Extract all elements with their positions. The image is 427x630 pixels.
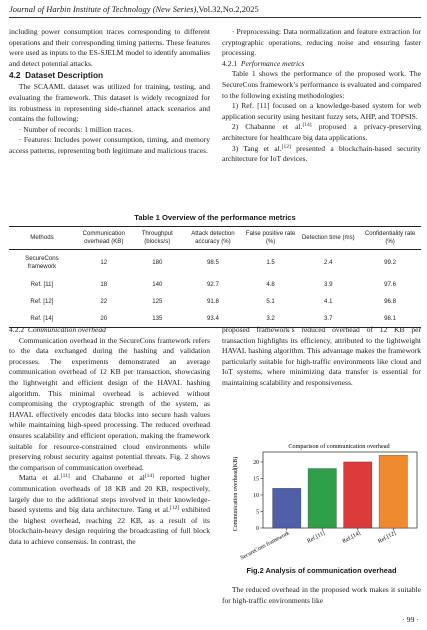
table-cell: 1.5 [266,259,275,266]
subsection-number: 4.2.2 [9,325,25,334]
bullet-item: · Number of records: 1 million traces. [18,124,134,134]
list-text: proposed a privacy-preserving architecture for healthcare big data applications. [222,122,421,142]
section-title: Dataset Description [25,70,104,81]
y-tick-label: 15 [253,476,259,483]
column-header: Attack detection accuracy (%) [182,227,244,250]
y-tick-label: 5 [256,509,259,516]
x-tick-label: Ref.[11] [306,530,327,545]
subsection-heading [222,59,421,70]
table-cell: 2.4 [324,259,333,266]
table-cell: 3.2 [244,310,298,328]
section-heading [9,70,210,81]
table-cell: 3.7 [297,310,359,328]
citation: [12] [170,505,180,512]
citation: [14] [302,122,312,129]
table-cell: 98.1 [359,310,421,328]
left-column-top [9,27,210,157]
plot-area [239,452,417,561]
column-header: Methods [9,227,75,250]
table-cell: Ref. [12] [30,297,54,305]
table-cell: Ref. [11] [30,280,54,288]
paragraph: The SCAAML dataset was utilized for training, testing, and evaluating the framework. This dataset is widely recognized for its robustness in representing side-channel attack scenarios and contains the following: [9,82,210,124]
list-item: 1) Ref. [11] focused on a knowledge-based system for web application security using hesitant fuzzy sets, AHP, and TOPSIS. [222,101,421,121]
table-cell: 20 [75,310,133,328]
right-column-top [222,27,421,165]
citation: [12] [281,143,291,150]
section-number: 4.2 [9,70,21,81]
y-tick-label: 0 [256,526,259,532]
bullet-item: · Features: Includes power consumption, timing, and memory access patterns, representing both legitimate and malicious traces. [9,135,210,155]
bar [273,488,301,528]
list-item [222,122,421,143]
right-column-bottom-continued [222,585,421,606]
paragraph: Table 1 shows the performance of the proposed work. The SecureCons framework’s performance is evaluated and compared to the following existing methodologies: [222,69,421,100]
paragraph-text: and Chabanne et al [69,473,145,483]
table-cell: 135 [133,310,182,328]
table-cell: 140 [152,280,163,288]
citation: [14] [144,473,154,480]
table-cell: SecureCons framework [25,255,59,270]
column-header: Communication overhead (KB) [75,227,133,250]
x-tick-label: SecureCons framework [239,530,291,562]
table-row [9,293,421,310]
table-cell: 18 [100,280,108,288]
paragraph: including power consumption traces corresponding to different operations and their corresponding timing patterns. These features were used as inputs to the ES-SJELM model to identify anomalies and detect potential attacks. [9,27,210,68]
table-cell: 92.7 [206,280,219,288]
table-caption: Table 1 Overview of the performance metrics [134,213,296,222]
column-header: Confidentiality rate (%) [359,227,421,250]
bar [344,462,372,528]
subsection-number: 4.2.1 [222,58,238,68]
bar [379,455,407,528]
y-axis-label: Communication overhead(KB) [233,456,239,532]
volume-info: ,Vol.32,No.2,2025 [196,5,259,14]
bullet-item: · Preprocessing: Data normalization and feature extraction for cryptographic operations, reducing noise and ensuring faster processing. [222,27,421,58]
page-number: · 99 · [402,615,419,624]
table-cell: 125 [152,297,163,305]
table-cell: 5.1 [266,297,275,305]
performance-table [9,226,421,328]
column-header: False positive rate (%) [244,227,298,250]
table-cell: 91.8 [206,297,219,305]
paragraph: Communication overhead in the SecureCons framework refers to the data exchanged during the hashing and validation processes. The experiments demonstrated an average communication overhead of 12 KB per transaction, showcasing the lightweight and efficient design of the HAVAL hashing algorithm. This minimal overhead is achieved without compromising the cryptographic strength of the system, as HAVAL effectively encodes data blocks into secure hash values while maintaining high-speed processing. The reduced overhead ensures scalability and efficient operation, making the framework suitable for resource-constrained cloud environments while preserving robust security against potential threats. Fig. 2 shows the comparison of communication overhead. [9,335,210,472]
subsection-title: Performance metrics [240,58,305,68]
column-header: Throughput (blocks/s) [133,227,182,250]
table-cell: 97.6 [384,280,397,288]
list-text: 2) Chabanne et al. [231,122,303,132]
y-tick-label: 20 [253,459,259,466]
table-cell: 4.1 [324,297,333,305]
header-rule [9,17,421,18]
list-text: presented a blockchain-based security architecture for IoT devices. [222,143,421,164]
table-cell: 3.9 [324,280,333,288]
list-item [222,144,421,165]
y-tick-label: 10 [253,492,259,499]
citation: [11] [60,473,70,480]
paragraph-text: Matta et al. [18,473,61,483]
table-cell: 98.5 [206,259,219,266]
table-cell: 22 [100,297,108,305]
paragraph-text: reported higher communication overheads of 18 KB and 20 KB, respectively, largely due to the additional steps involved in their knowledge-based systems and big data architecture. Tang et al. [9,473,210,515]
table-cell: 99.2 [384,259,397,266]
table-cell: 12 [100,259,108,266]
table-cell: Ref. [14] [9,310,75,328]
bar [308,469,336,528]
table-row [9,276,421,293]
table-cell: 96.8 [384,297,397,305]
overhead-bar-chart [229,442,419,562]
table-cell: 180 [152,259,163,266]
running-header [9,5,421,14]
paragraph: The reduced overhead in the proposed work makes it suitable for high-traffic environments like [222,585,421,605]
paragraph [9,473,210,547]
table-header-row [9,227,421,250]
x-tick-label: Ref.[14] [341,530,362,545]
column-header: Detection time (ms) [297,227,359,250]
figure-caption: Fig.2 Analysis of communication overhead [246,566,397,575]
x-tick-label: Ref.[12] [377,530,398,545]
subsection-title: Communication overhead [27,325,106,334]
table-cell: 93.4 [182,310,244,328]
chart-title: Comparison of communication overhead [288,443,390,450]
paragraph-text: exhibited the highest overhead, reaching 22 KB, as a result of its blockchain-heavy design requiring the broadcasting of full block data to achieve consensus. In contrast, the [9,505,210,546]
journal-name: Journal of Harbin Institute of Technology (New Series) [9,5,197,14]
left-column-bottom [9,325,210,547]
subsection-heading [9,325,210,336]
table-row [9,250,421,277]
paragraph: proposed framework’s reduced overhead of 12 KB per transaction highlights its efficiency, attributed to the lightweight HAVAL hashing algorithm. This advantage makes the framework particularly suitable for high-traffic environments like cloud and IoT systems, where minimizing data transfer is essential for maintaining scalability and responsiveness. [222,325,421,387]
list-text: 3) Tang et al. [231,143,282,153]
table-cell: 4.8 [266,280,275,288]
right-column-bottom [222,325,421,389]
